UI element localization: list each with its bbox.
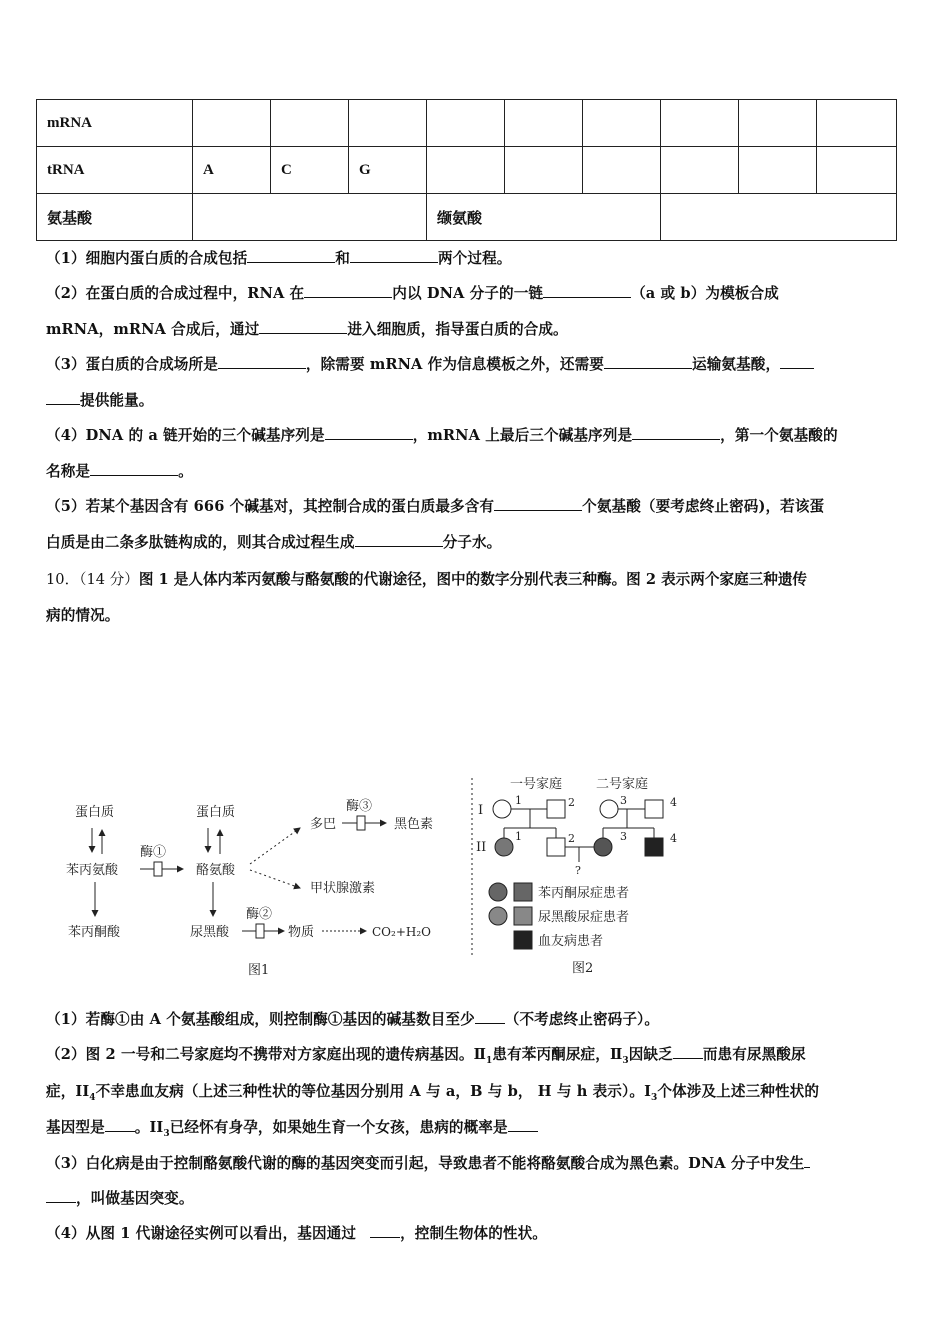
row-label-trna: tRNA (37, 147, 193, 194)
fig1-protein-left: 蛋白质 (75, 805, 115, 820)
trna-base-3: G (349, 147, 427, 194)
q9-item-1: （1）细胞内蛋白质的合成包括 和 两个过程。 (46, 250, 512, 267)
figure-1 (66, 799, 433, 978)
fig1-protein-right: 蛋白质 (196, 805, 236, 820)
q9-item-4-cont: 名称是 。 (46, 463, 193, 480)
fig1-melanin: 黑色素 (394, 817, 434, 832)
fig1-tyrosine: 酪氨酸 (196, 863, 236, 878)
svg-text:4: 4 (670, 796, 677, 809)
table-row-mrna (37, 100, 897, 147)
fig2-legend-hemophilia: 血友病患者 (538, 934, 604, 949)
fig1-homogentisic-acid: 尿黑酸 (190, 925, 230, 940)
fig1-phenylalanine: 苯丙氨酸 (66, 863, 119, 878)
q9-item-2: （2）在蛋白质的合成过程中，RNA 在 内以 DNA 分子的一链 （a 或 b）为模板合成 (46, 285, 779, 302)
svg-text:2: 2 (568, 796, 575, 809)
svg-text:1: 1 (515, 830, 522, 843)
svg-text:3: 3 (620, 794, 627, 807)
fig1-enzyme-2: 酶② (246, 907, 273, 922)
fig1-enzyme-1: 酶① (140, 845, 167, 860)
q9-item-3: （3）蛋白质的合成场所是 ，除需要 mRNA 作为信息模板之外，还需要 运输氨基酸， (46, 353, 814, 374)
q10-item-3: （3）白化病是由于控制酪氨酸代谢的酶的基因突变而引起，导致患者不能将酪氨酸合成为黑色素。DNA 分子中发生 (46, 1152, 810, 1173)
fig2-caption: 图2 (572, 961, 594, 976)
q10-item-2: （2）图 2 一号和二号家庭均不携带对方家庭出现的遗传病基因。$Ⅱ_1$患有苯丙酮尿症，$Ⅱ_3$因缺乏 而患有尿黑酸尿 (46, 1046, 806, 1066)
fig1-co2-h2o: CO₂+H₂O (372, 925, 431, 939)
fig1-enzyme-3: 酶③ (346, 799, 373, 814)
trna-base-1: A (193, 147, 271, 194)
q9-item-5: （5）若某个基因含有 666 个碱基对，其控制合成的蛋白质最多含有 个氨基酸（要考虑终止密码)，若该蛋 (46, 498, 825, 515)
q9-item-4: （4）DNA 的 a 链开始的三个碱基序列是 ，mRNA 上最后三个碱基序列是 ，第一个氨基酸的 (46, 427, 838, 444)
q10-item-1: （1）若酶①由 A 个氨基酸组成，则控制酶①基因的碱基数目至少 （不考虑终止密码子）。 (46, 1011, 660, 1028)
fig2-question: ? (575, 864, 581, 877)
q9-item-5-cont: 白质是由二条多肽链构成的，则其合成过程生成 分子水。 (46, 534, 502, 551)
q10-intro: 10．（14 分）图 1 是人体内苯丙氨酸与酪氨酸的代谢途径，图中的数字分别代表三种酶。图 2 表示两个家庭三种遗传 (46, 571, 808, 588)
fig1-thyroxine: 甲状腺激素 (310, 881, 376, 896)
fig2-gen-1: I (478, 803, 484, 818)
fig2-legend-pku: 苯丙酮尿症患者 (538, 886, 630, 901)
svg-text:2: 2 (568, 832, 575, 845)
q10-item-2-cont: 症，$II_4$不幸患血友病（上述三种性状的等位基因分别用 A 与 a，B 与 b， H 与 h 表示）。$I_3$个体涉及上述三种性状的 (46, 1083, 820, 1103)
table-row-trna (37, 147, 897, 194)
fig2-family-1: 一号家庭 (510, 777, 563, 792)
figure-metabolism-and-pedigree (60, 770, 680, 980)
svg-text:1: 1 (515, 794, 522, 807)
fig2-family-2: 二号家庭 (596, 777, 649, 792)
row-label-amino-acid: 氨基酸 (37, 194, 193, 241)
q10-intro-cont: 病的情况。 (46, 607, 120, 624)
row-label-mrna: mRNA (37, 100, 193, 147)
q9-item-3-cont: 提供能量。 (46, 389, 153, 410)
q10-item-2-cont2: 基因型是 。$II_3$已经怀有身孕，如果她生育一个女孩，患病的概率是 (46, 1116, 538, 1139)
figure-2-pedigree (476, 777, 677, 976)
fig1-substance: 物质 (288, 925, 315, 940)
fig1-phenylpyruvate: 苯丙酮酸 (68, 925, 121, 940)
q9-item-2-cont: mRNA，mRNA 合成后，通过 进入细胞质，指导蛋白质的合成。 (46, 321, 568, 338)
fig2-legend-alkaptonuria: 尿黑酸尿症患者 (538, 910, 630, 925)
trna-base-2: C (271, 147, 349, 194)
amino-acid-valine: 缬氨酸 (427, 194, 661, 241)
table-row-amino-acid (37, 194, 897, 241)
codon-table (36, 99, 897, 241)
q10-item-4: （4）从图 1 代谢途径实例可以看出，基因通过 ，控制生物体的性状。 (46, 1225, 548, 1242)
svg-text:4: 4 (670, 832, 677, 845)
fig1-dopa: 多巴 (310, 817, 337, 832)
fig2-gen-2: II (476, 840, 487, 855)
q10-item-3-cont: ，叫做基因突变。 (46, 1187, 194, 1208)
svg-text:3: 3 (620, 830, 627, 843)
fig1-caption: 图1 (248, 963, 270, 978)
